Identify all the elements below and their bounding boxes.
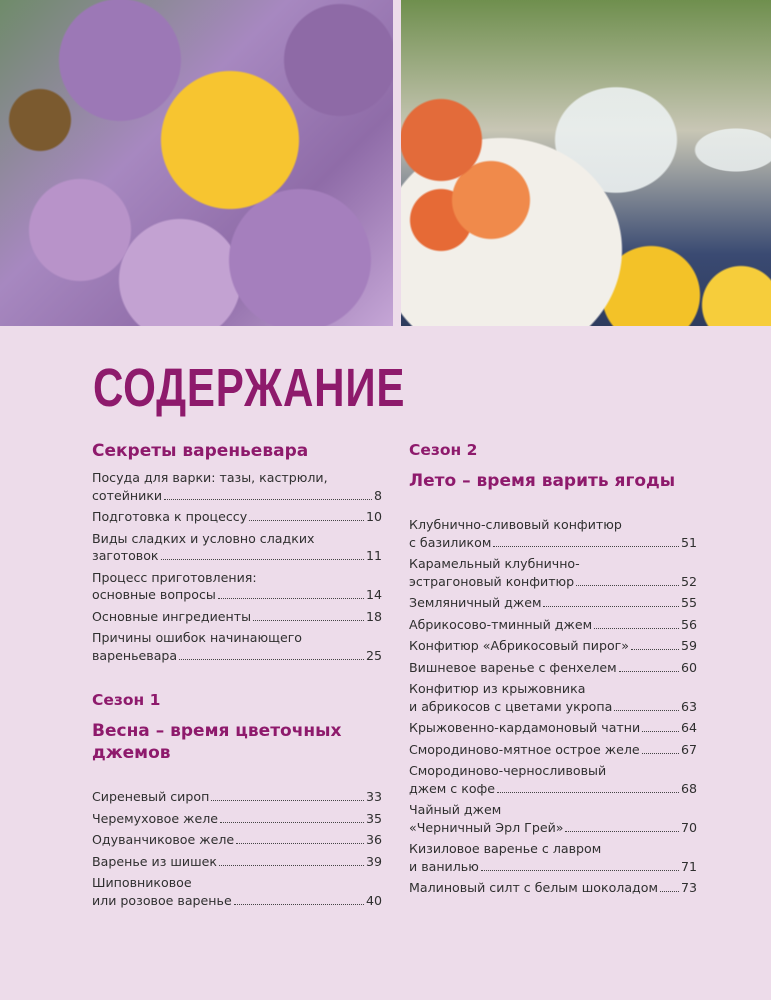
dot-leader: [236, 843, 364, 844]
season2-title: Лето – время варить ягоды: [409, 471, 676, 491]
toc-entry: [409, 680, 697, 715]
toc-page-number: 60: [680, 659, 697, 675]
toc-entry-title: Смородиново-мятное острое желе: [409, 741, 640, 757]
dot-leader: [576, 585, 679, 586]
toc-entry-title: «Черничный Эрл Грей»: [409, 819, 564, 835]
toc-entry-title: Подготовка к процессу: [92, 509, 248, 524]
toc-entry: [92, 831, 382, 849]
dot-leader: [218, 598, 364, 599]
toc-entry: [92, 629, 382, 664]
toc-entry: [409, 594, 697, 612]
toc-entry: [409, 879, 697, 897]
toc-entry-line: Шиповниковое: [92, 875, 192, 890]
toc-entry: [409, 516, 697, 551]
toc-page-number: 25: [365, 647, 382, 663]
toc-page-number: 55: [680, 595, 697, 610]
toc-entry-title: или розовое варенье: [92, 892, 232, 908]
dot-leader: [642, 753, 679, 754]
toc-entry: [409, 840, 697, 875]
toc-page-number: 71: [680, 858, 697, 874]
toc-page-number: 63: [680, 698, 697, 714]
dot-leader: [493, 546, 679, 547]
dot-leader: [219, 865, 364, 866]
toc-entry-title: Одуванчиковое желе: [92, 832, 235, 847]
toc-right-column: [409, 440, 697, 901]
toc-entry-line: Причины ошибок начинающего: [92, 630, 303, 645]
season1-title-line1: Весна – время цветочных: [92, 721, 342, 741]
toc-entry-line: Конфитюр из крыжовника: [409, 681, 586, 696]
toc-page-number: 33: [365, 789, 382, 804]
toc-page-number: 68: [680, 780, 697, 796]
toc-entry: [409, 555, 697, 590]
season2-label: Сезон 2: [409, 441, 478, 459]
toc-entry: [92, 788, 382, 806]
toc-entry-title: Конфитюр «Абрикосовый пирог»: [409, 638, 629, 653]
toc-page-number: 64: [680, 720, 697, 735]
intro-entries: [92, 469, 382, 664]
toc-entry: [409, 659, 697, 677]
toc-left-column: [92, 440, 382, 913]
toc-entry: [409, 801, 697, 836]
page-title: СОДЕРЖАНИЕ: [93, 358, 406, 418]
toc-entry-title: вареньевара: [92, 647, 178, 663]
toc-page-number: 56: [680, 616, 697, 632]
toc-entry-title: сотейники: [92, 487, 163, 503]
toc-entry: [409, 637, 697, 655]
toc-entry-title: и ванилью: [409, 858, 479, 874]
apricots-jars-photo: [401, 0, 771, 326]
toc-entry: [92, 508, 382, 526]
toc-entry: [92, 810, 382, 828]
dot-leader: [234, 904, 364, 905]
dot-leader: [211, 800, 364, 801]
toc-page-number: 8: [373, 487, 382, 503]
dot-leader: [164, 499, 372, 500]
toc-entry: [92, 853, 382, 871]
season2-entries: [409, 516, 697, 897]
toc-entry-title: джем с кофе: [409, 780, 496, 796]
toc-entry: [409, 616, 697, 634]
dot-leader: [594, 628, 679, 629]
dot-leader: [161, 559, 364, 560]
dot-leader: [220, 822, 364, 823]
intro-heading: Секреты вареньевара: [92, 441, 309, 461]
dot-leader: [565, 831, 679, 832]
lilac-lemon-photo: [0, 0, 393, 326]
toc-entry-title: основные вопросы: [92, 587, 216, 602]
toc-entry: [409, 741, 697, 759]
toc-page-number: 59: [680, 638, 697, 653]
toc-entry-line: Смородиново-черносливовый: [409, 763, 607, 778]
toc-entry-title: Земляничный джем: [409, 595, 542, 610]
toc-page-number: 73: [680, 880, 697, 895]
toc-entry-title: Малиновый силт с белым шоколадом: [409, 880, 658, 895]
season1-entries: [92, 788, 382, 909]
toc-page-number: 35: [365, 810, 382, 826]
toc-entry-title: Крыжовенно-кардамоновый чатни: [409, 720, 641, 735]
season1-label: Сезон 1: [92, 691, 161, 709]
toc-entry-line: Клубнично-сливовый конфитюр: [409, 517, 622, 532]
dot-leader: [619, 671, 679, 672]
toc-entry: [92, 469, 382, 504]
toc-page-number: 40: [365, 892, 382, 908]
toc-entry-title: эстрагоновый конфитюр: [409, 573, 575, 589]
toc-page-number: 70: [680, 819, 697, 835]
toc-page-number: 67: [680, 741, 697, 757]
dot-leader: [179, 659, 364, 660]
toc-page-number: 10: [365, 509, 382, 524]
toc-entry: [409, 762, 697, 797]
toc-entry: [92, 530, 382, 565]
toc-page-number: 18: [365, 608, 382, 624]
toc-entry-title: Вишневое варенье с фенхелем: [409, 659, 617, 675]
toc-entry: [92, 874, 382, 909]
dot-leader: [660, 891, 679, 892]
toc-page-number: 52: [680, 573, 697, 589]
dot-leader: [481, 870, 679, 871]
dot-leader: [497, 792, 679, 793]
toc-page-number: 36: [365, 832, 382, 847]
dot-leader: [249, 520, 364, 521]
toc-entry-title: Абрикосово-тминный джем: [409, 616, 593, 632]
dot-leader: [253, 620, 364, 621]
toc-entry: [409, 719, 697, 737]
toc-entry-title: и абрикосов с цветами укропа: [409, 698, 613, 714]
toc-entry-title: Основные ингредиенты: [92, 608, 252, 624]
toc-entry-line: Процесс приготовления:: [92, 569, 257, 585]
toc-entry-title: Черемуховое желе: [92, 810, 219, 826]
toc-entry-title: Сиреневый сироп: [92, 789, 210, 804]
toc-entry: [92, 608, 382, 626]
toc-entry-line: Виды сладких и условно сладких: [92, 530, 315, 546]
toc-entry-title: Варенье из шишек: [92, 853, 217, 869]
season1-title-line2: джемов: [92, 743, 171, 763]
toc-entry-title: с базиликом: [409, 534, 492, 550]
dot-leader: [543, 606, 678, 607]
dot-leader: [642, 731, 679, 732]
toc-entry-title: заготовок: [92, 548, 159, 563]
season1-title: [92, 720, 382, 764]
dot-leader: [614, 710, 679, 711]
toc-entry-line: Карамельный клубнично-: [409, 556, 580, 571]
toc-page-number: 14: [365, 587, 382, 602]
dot-leader: [631, 649, 679, 650]
toc-entry-line: Посуда для варки: тазы, кастрюли,: [92, 470, 328, 485]
toc-entry: [92, 569, 382, 604]
toc-entry-line: Чайный джем: [409, 802, 502, 817]
toc-page-number: 11: [365, 548, 382, 563]
toc-page-number: 39: [365, 853, 382, 869]
toc-page-number: 51: [680, 534, 697, 550]
toc-entry-line: Кизиловое варенье с лавром: [409, 841, 602, 856]
